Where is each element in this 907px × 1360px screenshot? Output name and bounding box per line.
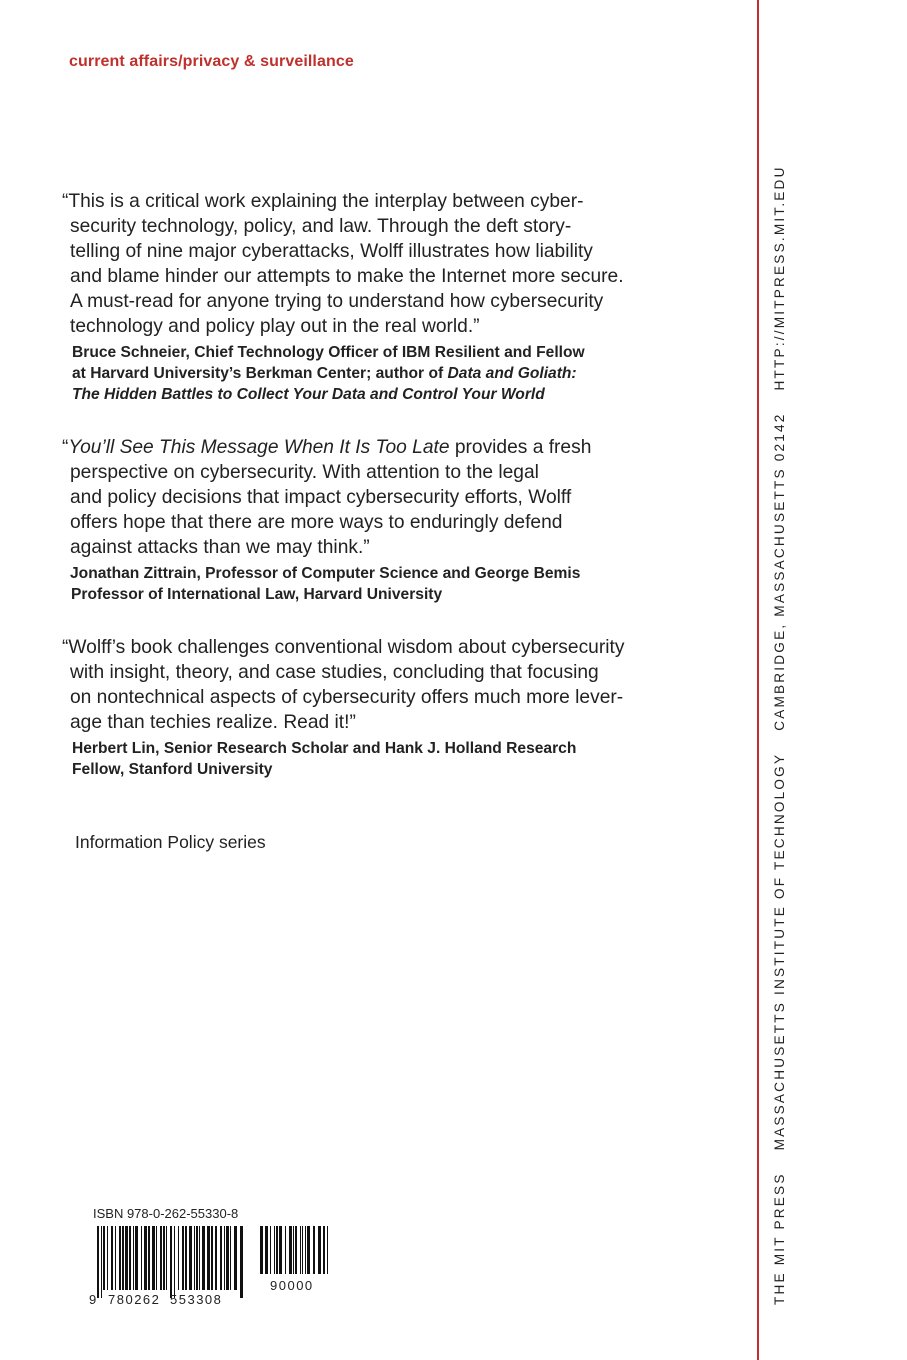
barcode-bar bbox=[302, 1226, 303, 1274]
barcode-bar bbox=[240, 1226, 243, 1298]
barcode-bar bbox=[289, 1226, 292, 1274]
blurb-attribution bbox=[62, 342, 662, 405]
barcode-bar bbox=[129, 1226, 131, 1290]
barcode-bar bbox=[194, 1226, 195, 1290]
barcode-digits-right: 553308 bbox=[170, 1292, 223, 1307]
barcode-bar bbox=[199, 1226, 200, 1290]
spine-publisher: THE MIT PRESS bbox=[772, 1172, 787, 1305]
quote-text: provides a fresh bbox=[449, 437, 592, 458]
blurb-schneier bbox=[62, 189, 662, 405]
barcode-digits-left: 780262 bbox=[108, 1292, 161, 1307]
barcode-addon-digits: 90000 bbox=[270, 1278, 314, 1293]
blurb-quote bbox=[62, 435, 662, 560]
barcode-bar bbox=[111, 1226, 113, 1290]
barcode-addon-bars bbox=[260, 1226, 328, 1274]
quote-line: “This is a critical work explaining the interplay between cyber- bbox=[62, 191, 584, 212]
spine-divider bbox=[757, 0, 759, 1360]
barcode-bar bbox=[141, 1226, 142, 1290]
barcode-bar bbox=[189, 1226, 192, 1290]
series-label: Information Policy series bbox=[75, 832, 266, 852]
barcode-bar bbox=[115, 1226, 116, 1290]
attribution-text: at Harvard University’s Berkman Center; author of bbox=[72, 365, 448, 382]
attribution-line: Fellow, Stanford University bbox=[72, 761, 273, 778]
blurb-attribution bbox=[62, 738, 662, 780]
book-title: You’ll See This Message When It Is Too Late bbox=[68, 437, 450, 458]
blurb-quote bbox=[62, 189, 662, 339]
barcode-bar bbox=[166, 1226, 167, 1290]
book-subtitle: The Hidden Battles to Collect Your Data and Control Your World bbox=[72, 386, 545, 403]
spine-imprint bbox=[772, 143, 787, 1305]
barcode-bar bbox=[270, 1226, 271, 1274]
barcode-bar bbox=[133, 1226, 134, 1290]
attribution-line bbox=[62, 384, 662, 405]
blurb-lin bbox=[62, 635, 662, 780]
quote-line: on nontechnical aspects of cybersecurity offers much more lever- bbox=[70, 687, 624, 708]
quote-line: with insight, theory, and case studies, concluding that focusing bbox=[70, 662, 599, 683]
quote-line: age than techies realize. Read it!” bbox=[70, 712, 356, 733]
barcode-bar bbox=[327, 1226, 328, 1274]
barcode-bar bbox=[202, 1226, 205, 1290]
quote-line: and policy decisions that impact cybersecurity efforts, Wolff bbox=[70, 487, 572, 508]
attribution-line: Jonathan Zittrain, Professor of Computer Science and George Bemis bbox=[70, 565, 581, 582]
quote-line: and blame hinder our attempts to make the Internet more secure. bbox=[70, 266, 624, 287]
barcode-bars bbox=[97, 1226, 243, 1298]
barcode-bar bbox=[276, 1226, 278, 1274]
barcode-bar bbox=[170, 1226, 172, 1298]
blurb-attribution bbox=[62, 563, 662, 605]
barcode-bar bbox=[323, 1226, 325, 1274]
barcode-bar bbox=[135, 1226, 138, 1290]
quote-line: security technology, policy, and law. Through the deft story- bbox=[70, 216, 572, 237]
barcode-bar bbox=[101, 1226, 102, 1298]
blurb-zittrain bbox=[62, 435, 662, 605]
barcode-bar bbox=[313, 1226, 315, 1274]
barcode-bar bbox=[279, 1226, 282, 1274]
barcode-bar bbox=[260, 1226, 263, 1274]
barcode-bar bbox=[295, 1226, 297, 1274]
barcode-bar bbox=[196, 1226, 198, 1290]
barcode-bar bbox=[103, 1226, 105, 1290]
barcode-bar bbox=[207, 1226, 210, 1290]
barcode-bar bbox=[224, 1226, 225, 1290]
barcode-bar bbox=[300, 1226, 301, 1274]
barcode-bar bbox=[274, 1226, 275, 1274]
barcode-bar bbox=[125, 1226, 128, 1290]
attribution-line: Bruce Schneier, Chief Technology Officer of IBM Resilient and Fellow bbox=[72, 344, 585, 361]
barcode-bar bbox=[152, 1226, 155, 1290]
barcode-bar bbox=[215, 1226, 217, 1290]
barcode-bar bbox=[160, 1226, 162, 1290]
category-label: current affairs/privacy & surveillance bbox=[69, 53, 354, 70]
quote-line bbox=[62, 435, 662, 460]
quote-line: perspective on cybersecurity. With attention to the legal bbox=[70, 462, 539, 483]
barcode-bar bbox=[144, 1226, 147, 1290]
barcode-bar bbox=[305, 1226, 306, 1274]
barcode-bar bbox=[163, 1226, 165, 1290]
quote-line: “Wolff’s book challenges conventional wisdom about cybersecurity bbox=[62, 637, 625, 658]
barcode-bar bbox=[148, 1226, 150, 1290]
barcode-bar bbox=[182, 1226, 184, 1290]
book-title: Data and Goliath: bbox=[447, 365, 577, 382]
barcode-bar bbox=[234, 1226, 237, 1290]
attribution-line: Professor of International Law, Harvard University bbox=[71, 586, 443, 603]
quote-line: technology and policy play out in the real world.” bbox=[70, 316, 480, 337]
spine-url: HTTP://MITPRESS.MIT.EDU bbox=[772, 165, 787, 391]
barcode-bar bbox=[97, 1226, 99, 1298]
barcode-bar bbox=[293, 1226, 294, 1274]
barcode-bar bbox=[211, 1226, 213, 1290]
barcode-bar bbox=[285, 1226, 286, 1274]
barcode-bar bbox=[318, 1226, 321, 1274]
quote-line: A must-read for anyone trying to understand how cybersecurity bbox=[70, 291, 604, 312]
attribution-line: Herbert Lin, Senior Research Scholar and Hank J. Holland Research bbox=[72, 740, 577, 757]
quote-line: telling of nine major cyberattacks, Wolff illustrates how liability bbox=[70, 241, 593, 262]
barcode-bar bbox=[156, 1226, 157, 1290]
isbn-text: ISBN 978-0-262-55330-8 bbox=[93, 1206, 239, 1221]
barcode-bar bbox=[265, 1226, 268, 1274]
quote-open: “ bbox=[62, 437, 69, 458]
barcode-bar bbox=[307, 1226, 310, 1274]
spine-address: CAMBRIDGE, MASSACHUSETTS 02142 bbox=[772, 412, 787, 731]
barcode-bar bbox=[107, 1226, 108, 1290]
barcode-bar bbox=[185, 1226, 187, 1290]
quote-line: offers hope that there are more ways to enduringly defend bbox=[70, 512, 563, 533]
blurb-quote bbox=[62, 635, 662, 735]
spine-institution: MASSACHUSETTS INSTITUTE OF TECHNOLOGY bbox=[772, 752, 787, 1151]
attribution-line bbox=[62, 363, 662, 384]
barcode-bar bbox=[122, 1226, 124, 1290]
barcode-bar bbox=[220, 1226, 222, 1290]
barcode-bar bbox=[119, 1226, 121, 1290]
barcode-bar bbox=[230, 1226, 231, 1290]
barcode-bar bbox=[178, 1226, 179, 1290]
quote-line: against attacks than we may think.” bbox=[70, 537, 370, 558]
barcode-bar bbox=[174, 1226, 175, 1298]
barcode-digit-lead: 9 bbox=[89, 1292, 97, 1307]
barcode-bar bbox=[226, 1226, 229, 1290]
